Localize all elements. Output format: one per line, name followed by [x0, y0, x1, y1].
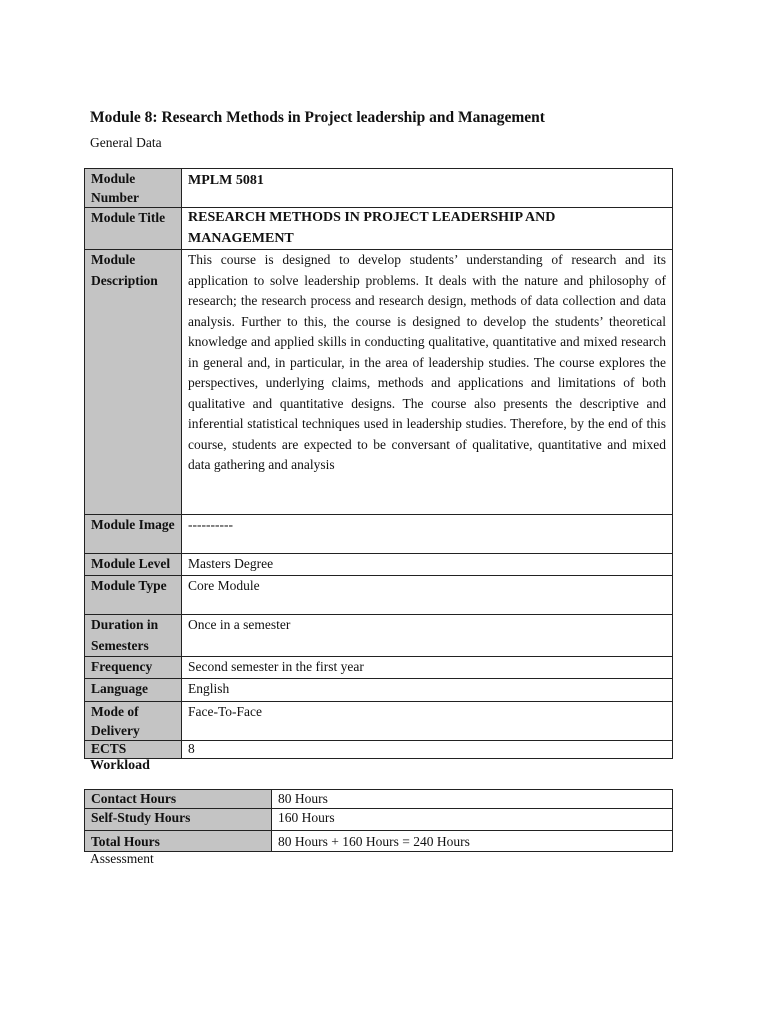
table-row-frequency: [85, 657, 673, 679]
assessment-heading: Assessment: [90, 851, 154, 866]
general-data-label: General Data: [90, 135, 162, 150]
module-image-value: ----------: [182, 515, 673, 554]
table-row-ects: [85, 741, 673, 759]
table-row-duration: [85, 615, 673, 657]
table-row-total-hours: [85, 831, 673, 852]
module-number-label: Module Number: [85, 169, 182, 208]
mode-of-delivery-label: Mode of Delivery: [85, 702, 182, 741]
table-row-module-description: [85, 250, 673, 515]
contact-hours-label: Contact Hours: [85, 790, 272, 809]
table-row-self-study-hours: [85, 809, 673, 831]
language-value: English: [182, 679, 673, 702]
table-row-language: [85, 679, 673, 702]
module-title-label: Module Title: [85, 208, 182, 250]
module-number-value: MPLM 5081: [182, 169, 673, 208]
total-hours-label: Total Hours: [85, 831, 272, 852]
workload-table: [84, 789, 673, 852]
table-row-module-level: [85, 554, 673, 576]
table-row-module-image: [85, 515, 673, 554]
table-row-module-title: [85, 208, 673, 250]
module-image-label: Module Image: [85, 515, 182, 554]
module-description-value: This course is designed to develop students’ understanding of research and its application to solve leadership problems. It deals with the nature and philosophy of research; the research process and research design, methods of data collection and data analysis. Further to this, the course is designed to develop the students’ theoretical knowledge and applied skills in conducting qualitative, quantitative and mixed research in general and, in particular, in the area of leadership studies. The course explores the perspectives, underlying claims, methods and applications and limitations of both qualitative and quantitative designs. The course also presents the descriptive and inferential statistical techniques used in leadership studies. Therefore, by the end of this course, students are expected to be conversant of qualitative, quantitative and mixed data gathering and analysis: [182, 250, 673, 515]
module-title-value: RESEARCH METHODS IN PROJECT LEADERSHIP AND MANAGEMENT: [182, 208, 673, 250]
module-description-label: Module Description: [85, 250, 182, 515]
workload-heading: Workload: [90, 758, 150, 773]
ects-label: ECTS: [85, 741, 182, 759]
module-level-value: Masters Degree: [182, 554, 673, 576]
frequency-label: Frequency: [85, 657, 182, 679]
module-heading: Module 8: Research Methods in Project leadership and Management: [90, 109, 545, 126]
module-type-value: Core Module: [182, 576, 673, 615]
module-level-label: Module Level: [85, 554, 182, 576]
self-study-hours-label: Self-Study Hours: [85, 809, 272, 831]
mode-of-delivery-value: Face-To-Face: [182, 702, 673, 741]
module-type-label: Module Type: [85, 576, 182, 615]
table-row-contact-hours: [85, 790, 673, 809]
self-study-hours-value: 160 Hours: [272, 809, 673, 831]
contact-hours-value: 80 Hours: [272, 790, 673, 809]
duration-label: Duration in Semesters: [85, 615, 182, 657]
frequency-value: Second semester in the first year: [182, 657, 673, 679]
language-label: Language: [85, 679, 182, 702]
total-hours-value: 80 Hours + 160 Hours = 240 Hours: [272, 831, 673, 852]
table-row-module-number: [85, 169, 673, 208]
general-data-table: [84, 168, 673, 759]
table-row-mode-of-delivery: [85, 702, 673, 741]
duration-value: Once in a semester: [182, 615, 673, 657]
table-row-module-type: [85, 576, 673, 615]
ects-value: 8: [182, 741, 673, 759]
